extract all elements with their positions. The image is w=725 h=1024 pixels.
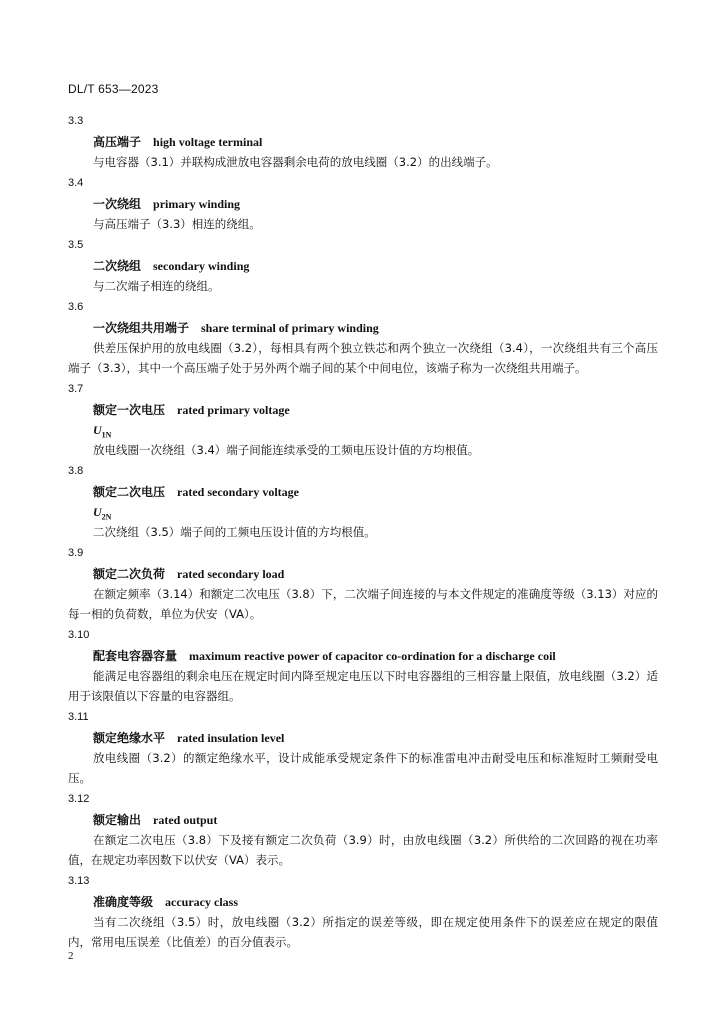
term-chinese-name: 额定一次电压 xyxy=(93,403,166,417)
term-chinese-name: 配套电容器容量 xyxy=(93,649,178,663)
term-symbol-letter: U xyxy=(93,423,102,437)
term-english-name: rated secondary load xyxy=(177,567,285,581)
term-english-name: rated primary voltage xyxy=(177,403,290,417)
term-heading xyxy=(68,892,658,912)
term-number: 3.10 xyxy=(68,629,90,641)
term-number: 3.8 xyxy=(68,465,84,477)
term-heading xyxy=(68,482,658,502)
term-heading xyxy=(68,400,658,420)
term-entry xyxy=(68,378,658,460)
term-entry xyxy=(68,788,658,870)
term-chinese-name: 额定输出 xyxy=(93,813,142,827)
term-symbol xyxy=(68,420,658,440)
term-number: 3.6 xyxy=(68,301,84,313)
term-english-name: secondary winding xyxy=(153,259,250,273)
term-entry xyxy=(68,706,658,788)
term-entry xyxy=(68,460,658,542)
term-english-name: maximum reactive power of capacitor co-ordination for a discharge coil xyxy=(189,649,556,663)
term-chinese-name: 额定二次负荷 xyxy=(93,567,166,581)
term-chinese-name: 高压端子 xyxy=(93,135,142,149)
term-heading xyxy=(68,256,658,276)
terms-list xyxy=(68,110,658,952)
term-definition: 当有二次绕组（3.5）时，放电线圈（3.2）所指定的误差等级，即在规定使用条件下的误差应在规定的限值内，常用电压误差（比值差）的百分值表示。 xyxy=(68,915,658,949)
term-definition: 二次绕组（3.5）端子间的工频电压设计值的方均根值。 xyxy=(93,525,376,539)
term-definition: 与高压端子（3.3）相连的绕组。 xyxy=(93,217,261,231)
term-symbol-subscript: 2N xyxy=(101,512,112,522)
term-english-name: rated output xyxy=(153,813,218,827)
term-definition: 与二次端子相连的绕组。 xyxy=(93,279,220,293)
term-number: 3.3 xyxy=(68,115,84,127)
term-entry xyxy=(68,234,658,296)
term-entry xyxy=(68,542,658,624)
term-number: 3.4 xyxy=(68,177,84,189)
term-english-name: rated secondary voltage xyxy=(177,485,299,499)
term-entry xyxy=(68,624,658,706)
term-definition: 与电容器（3.1）并联构成泄放电容器剩余电荷的放电线圈（3.2）的出线端子。 xyxy=(93,155,498,169)
term-number: 3.5 xyxy=(68,239,84,251)
term-chinese-name: 二次绕组 xyxy=(93,259,142,273)
document-id-header: DL/T 653—2023 xyxy=(68,82,159,96)
term-definition: 在额定频率（3.14）和额定二次电压（3.8）下，二次端子间连接的与本文件规定的准确度等级（3.13）对应的每一相的负荷数，单位为伏安（VA）。 xyxy=(68,587,658,621)
term-entry xyxy=(68,296,658,378)
term-heading xyxy=(68,564,658,584)
term-number: 3.13 xyxy=(68,875,90,887)
term-chinese-name: 一次绕组 xyxy=(93,197,142,211)
term-chinese-name: 额定二次电压 xyxy=(93,485,166,499)
term-number: 3.11 xyxy=(68,711,89,723)
term-number: 3.12 xyxy=(68,793,90,805)
term-definition: 放电线圈（3.2）的额定绝缘水平，设计成能承受规定条件下的标准雷电冲击耐受电压和标准短时工频耐受电压。 xyxy=(68,751,658,785)
term-english-name: share terminal of primary winding xyxy=(201,321,379,335)
term-english-name: rated insulation level xyxy=(177,731,285,745)
term-symbol-letter: U xyxy=(93,505,102,519)
term-heading xyxy=(68,132,658,152)
term-heading xyxy=(68,728,658,748)
term-chinese-name: 准确度等级 xyxy=(93,895,154,909)
term-entry xyxy=(68,110,658,172)
term-heading xyxy=(68,646,658,666)
term-heading xyxy=(68,810,658,830)
term-english-name: accuracy class xyxy=(165,895,238,909)
term-definition: 放电线圈一次绕组（3.4）端子间能连续承受的工频电压设计值的方均根值。 xyxy=(93,443,480,457)
term-chinese-name: 一次绕组共用端子 xyxy=(93,321,190,335)
term-heading xyxy=(68,318,658,338)
term-english-name: primary winding xyxy=(153,197,241,211)
term-entry xyxy=(68,870,658,952)
term-number: 3.7 xyxy=(68,383,84,395)
term-english-name: high voltage terminal xyxy=(153,135,263,149)
term-definition: 能满足电容器组的剩余电压在规定时间内降至规定电压以下时电容器组的三相容量上限值，放电线圈（3.2）适用于该限值以下容量的电容器组。 xyxy=(68,669,658,703)
term-chinese-name: 额定绝缘水平 xyxy=(93,731,166,745)
term-heading xyxy=(68,194,658,214)
term-symbol-subscript: 1N xyxy=(101,430,112,440)
term-definition: 在额定二次电压（3.8）下及接有额定二次负荷（3.9）时，由放电线圈（3.2）所供给的二次回路的视在功率值，在规定功率因数下以伏安（VA）表示。 xyxy=(68,833,658,867)
term-number: 3.9 xyxy=(68,547,84,559)
term-symbol xyxy=(68,502,658,522)
term-definition: 供差压保护用的放电线圈（3.2），每相具有两个独立铁芯和两个独立一次绕组（3.4），一次绕组共有三个高压端子（3.3），其中一个高压端子处于另外两个端子间的某个中间电位，该端子称为一次绕组共用端子。 xyxy=(68,341,658,375)
term-entry xyxy=(68,172,658,234)
page-number: 2 xyxy=(68,950,74,962)
